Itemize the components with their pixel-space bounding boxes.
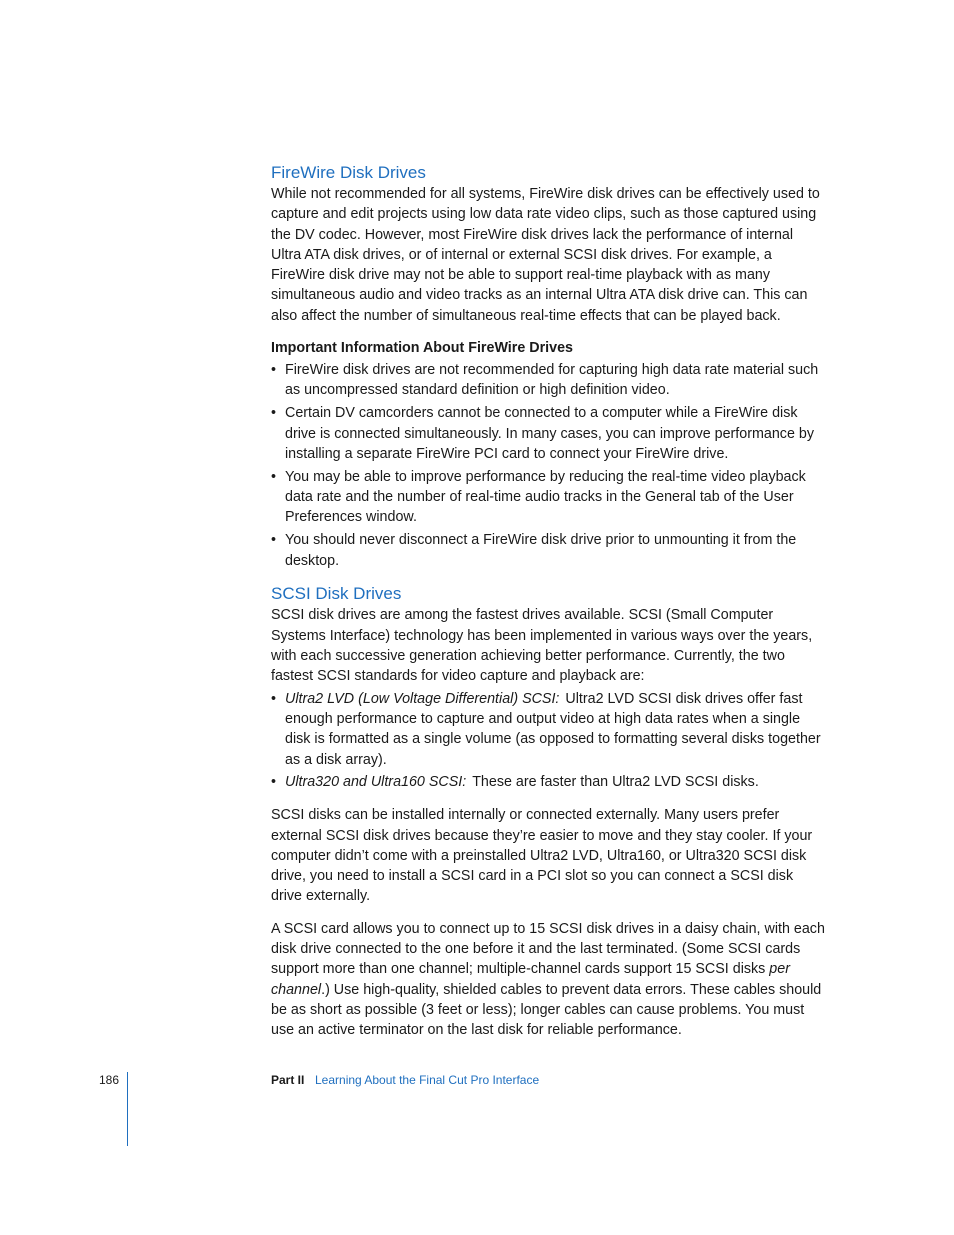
list-item: • You should never disconnect a FireWire disk drive prior to unmounting it from the desktop.	[271, 532, 797, 569]
chapter-link[interactable]: Learning About the Final Cut Pro Interface	[315, 1073, 540, 1087]
scsi-paragraph-3	[271, 919, 827, 1041]
list-item-text: Certain DV camcorders cannot be connected to a computer while a FireWire disk drive is connected simultaneously. In many cases, you can improve performance by installing a separate FireWire PCI card to connect your FireWire drive.	[285, 405, 814, 462]
list-item-text: These are faster than Ultra2 LVD SCSI disks.	[472, 774, 759, 791]
scsi-intro-paragraph: SCSI disk drives are among the fastest drives available. SCSI (Small Computer Systems Interface) technology has been implemented in various ways over the years, with each successive generation achieving better performance. Currently, the two fastest SCSI standards for video capture and playback are:	[271, 607, 813, 685]
scsi-bullet-list	[271, 689, 827, 793]
list-item-text: You may be able to improve performance by reducing the real-time video playback data rate and the number of real-time audio tracks in the General tab of the User Preferences window.	[285, 468, 806, 526]
page-number: 186	[99, 1073, 120, 1087]
footer-rule	[127, 1072, 128, 1146]
firewire-paragraph: While not recommended for all systems, FireWire disk drives can be effectively used to capture and edit projects using low data rate video clips, such as those captured using the DV codec. However, most FireWire disk drives lack the performance of internal Ultra ATA disk drives, or of internal or external SCSI disk drives. For example, a FireWire disk drive may not be able to support real-time playback with as many simultaneous audio and video tracks as an internal Ultra ATA disk drive can. This can also affect the number of simultaneous real-time effects that can be played back.	[271, 186, 820, 324]
firewire-bullet-list	[271, 360, 827, 571]
paragraph-text: .) Use high-quality, shielded cables to prevent data errors. These cables should be as short as possible (3 feet or less); longer cables can cause problems. You must use an active terminator on the last disk for reliable performance.	[271, 981, 822, 1039]
list-item: • You may be able to improve performance by reducing the real-time video playback data rate and the number of real-time audio tracks in the General tab of the User Preferences window.	[271, 468, 806, 526]
list-item-text: Ultra2 LVD SCSI disk drives offer fast enough performance to capture and output video at high data rates when a single disk is formatted as a single volume (as opposed to formatting several disks together as a disk array).	[285, 690, 821, 768]
part-label: Part II	[271, 1073, 305, 1087]
term-label: Ultra2 LVD (Low Voltage Differential) SCSI:	[285, 690, 560, 707]
scsi-paragraph-2: SCSI disks can be installed internally or connected externally. Many users prefer external SCSI disk drives because they’re easier to move and they stay cooler. If your computer didn’t come with a preinstalled Ultra2 LVD, Ultra160, or Ultra320 SCSI disk drive, you need to install a SCSI card in a PCI slot so you can connect a SCSI disk drive externally.	[271, 807, 813, 905]
list-item-text: FireWire disk drives are not recommended for capturing high data rate material such as uncompressed standard definition or high definition video.	[285, 362, 819, 399]
list-item: • FireWire disk drives are not recommended for capturing high data rate material such as uncompressed standard definition or high definition video.	[271, 362, 819, 399]
list-item: • Ultra320 and Ultra160 SCSI: These are faster than Ultra2 LVD SCSI disks.	[271, 774, 759, 791]
important-info-heading: Important Information About FireWire Drives	[271, 340, 573, 357]
paragraph-text: A SCSI card allows you to connect up to 15 SCSI disk drives in a daisy chain, with each disk drive connected to the one before it and the last terminated. (Some SCSI cards support more than one channel; multiple-channel cards support 15 SCSI disks	[271, 920, 825, 978]
list-item: • Ultra2 LVD (Low Voltage Differential) SCSI: Ultra2 LVD SCSI disk drives offer fast enough performance to capture and output video at high data rates when a single disk is formatted as a single volume (as opposed to formatting several disks together as a disk array).	[271, 690, 821, 768]
section-title-firewire: FireWire Disk Drives	[271, 163, 426, 182]
page-content	[271, 162, 827, 1041]
term-label: Ultra320 and Ultra160 SCSI:	[285, 774, 467, 791]
list-item: • Certain DV camcorders cannot be connected to a computer while a FireWire disk drive is connected simultaneously. In many cases, you can improve performance by installing a separate FireWire PCI card to connect your FireWire drive.	[271, 405, 814, 462]
paragraph-emphasis: per channel	[271, 961, 790, 998]
list-item-text: You should never disconnect a FireWire disk drive prior to unmounting it from the desktop.	[285, 532, 797, 569]
section-title-scsi: SCSI Disk Drives	[271, 584, 402, 604]
